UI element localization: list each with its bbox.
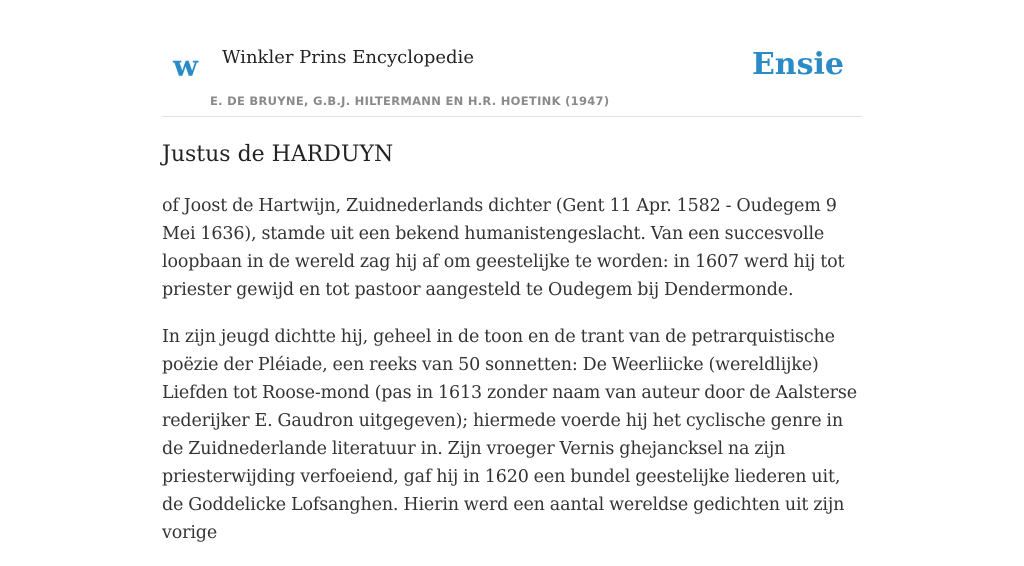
winkler-prins-logo[interactable]: w (173, 49, 198, 83)
ensie-logo-link[interactable]: Ensie (751, 47, 844, 82)
article-paragraph: In zijn jeugd dichtte hij, geheel in de toon en de trant van de petrarquistische poëzie der Pléiade, een reeks van 50 sonnetten: De Weerliicke (wereldlijke) Liefden tot Roose-mond (pas in 1613 zonder naam van auteur door de Aalsterse rederijker E. Gaudron uitgegeven); hiermede voerde hij het cyclische genre in de Zuidnederlande literatuur in. Zijn vroeger Vernis ghejancksel na zijn priesterwijding verfoeiend, gaf hij in 1620 een bundel geestelijke liederen uit, de Goddelicke Lofsanghen. Hierin werd een aantal wereldse gedichten uit zijn vorige (162, 327, 857, 543)
site-header (162, 0, 862, 117)
article-title: Justus de HARDUYN (162, 142, 394, 167)
article-paragraph: of Joost de Hartwijn, Zuidnederlands dichter (Gent 11 Apr. 1582 - Oudegem 9 Mei 1636), stamde uit een bekend humanistengeslacht. Van een succesvolle loopbaan in de wereld zag hij af om geestelijke te worden: in 1607 werd hij tot priester gewijd en tot pastoor aangesteld te Oudegem bij Dendermonde. (162, 196, 845, 300)
authors-line: E. DE BRUYNE, G.B.J. HILTERMANN EN H.R. HOETINK (1947) (210, 94, 610, 108)
encyclopedia-title[interactable]: Winkler Prins Encyclopedie (222, 47, 474, 68)
article-body (162, 192, 862, 566)
